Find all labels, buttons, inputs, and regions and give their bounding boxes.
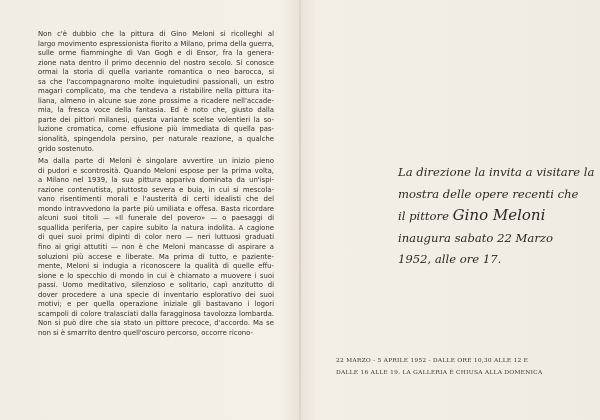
essay-line: non si è smarrito dentro quell'oscuro percorso, occorre ricono- [38, 328, 253, 337]
essay-line: scampoli di colore tralasciati dalla faragginosa tavolozza lombarda. [38, 309, 274, 318]
essay-line: zione nata dentro il primo decennio del nostro secolo. Si conosce [38, 58, 274, 67]
essay-paragraph [38, 157, 274, 338]
essay-line: sa che l'accompagnarono molte inquietudini passionali, un estro [38, 77, 274, 86]
essay-line: ormai la storia di quella variante romantica o neo barocca, si [38, 68, 274, 77]
invite-line-4: inaugura sabato 22 Marzo [398, 230, 553, 245]
essay-line: mia, la fresca voce della fantasia. Ed è noto che, giusto dalla [38, 106, 274, 115]
essay-line: mondo intravvedono la parte più umiliata e offesa. Basta ricordare [38, 204, 274, 213]
essay-line: Non c'è dubbio che la pittura di Gino Meloni si ricolleghi al [38, 30, 274, 38]
essay-line: squallida periferia, per capire subito la natura indolita. A cagione [38, 223, 274, 232]
essay-line: motivi; e per quella operazione iniziale gli bastavano i logori [38, 300, 274, 309]
essay-line: Non si può dire che sia stato un pittore precoce, d'accordo. Ma se [38, 319, 274, 328]
center-fold [299, 0, 301, 420]
essay-line: sionalità, spingendola persino, per naturale reazione, a qualche [38, 135, 274, 144]
invitation-text [398, 162, 594, 271]
essay-line: di pudori e scontrosità. Quando Meloni espose per la prima volta, [38, 166, 274, 175]
essay-line: fino ai grigi attutiti — non è che Meloni mancasse di aspirare a [38, 243, 274, 252]
invite-line-3 [398, 205, 594, 228]
essay-line: luzione cromatica, come effusione più immediata di quella pas- [38, 125, 274, 134]
essay-line: sulle orme fiamminghe di Van Gogh e di Ensor, fra la genera- [38, 49, 274, 58]
essay-text-column [38, 30, 274, 342]
invite-line-3-prefix: il pittore [398, 209, 453, 223]
essay-line: Ma dalla parte di Meloni è singolare avvertire un inizio pieno [38, 157, 274, 166]
essay-line: di quei suoi primi dipinti di color nero — neri luttuosi graduati [38, 233, 274, 242]
essay-line: parte dei pittori milanesi, questa variante scelse volentieri la so- [38, 115, 274, 124]
essay-line: liana, almeno in alcune sue zone prossime a ricadere nell'accade- [38, 96, 274, 105]
essay-line: mente, Meloni si indugia a riconoscere la qualità di quelle effu- [38, 262, 274, 271]
essay-line: dover procedere a una specie di inventario esplorativo dei suoi [38, 290, 274, 299]
invite-line-1: La direzione la invita a visitare la [398, 165, 595, 179]
essay-line: vano risentimenti morali e l'austerità di certi idealisti che del [38, 195, 274, 204]
essay-line: passi. Uomo meditativo, silenzioso e solitario, capì anzitutto di [38, 281, 274, 290]
essay-line: largo movimento espressionista fiorito a Milano, prima della guerra, [38, 39, 274, 48]
essay-line: a Milano nel 1939, la sua pittura appariva dominata da un'ispi- [38, 176, 274, 185]
essay-line: alcuni suoi titoli — «Il funerale del povero» — o paesaggi di [38, 214, 274, 223]
invite-line-2: mostra delle opere recenti che [398, 186, 579, 201]
essay-line: soluzioni più accese e liberate. Ma prima di tutto, e paziente- [38, 252, 274, 261]
invite-line-5: 1952, alle ore 17. [398, 252, 502, 266]
artist-name: Gino Meloni [452, 206, 546, 224]
dates-line-2: DALLE 16 ALLE 19. LA GALLERIA È CHIUSA ALLA DOMENICA [336, 370, 543, 376]
essay-line: sione e lo specchio di mondo in cui è chiamato a muovere i suoi [38, 271, 274, 280]
essay-line: grido sostenuto. [38, 144, 94, 153]
essay-paragraph [38, 30, 274, 154]
dates-line-1: 22 MARZO - 5 APRILE 1952 - DALLE ORE 10,30 ALLE 12 E [336, 358, 529, 364]
essay-line: magari complicato, ma che tendeva a ristabilire nella pittura ita- [38, 87, 274, 96]
exhibition-dates [336, 355, 582, 379]
essay-line: razione contenutista, piuttosto severa e buia, in cui si mescola- [38, 185, 274, 194]
